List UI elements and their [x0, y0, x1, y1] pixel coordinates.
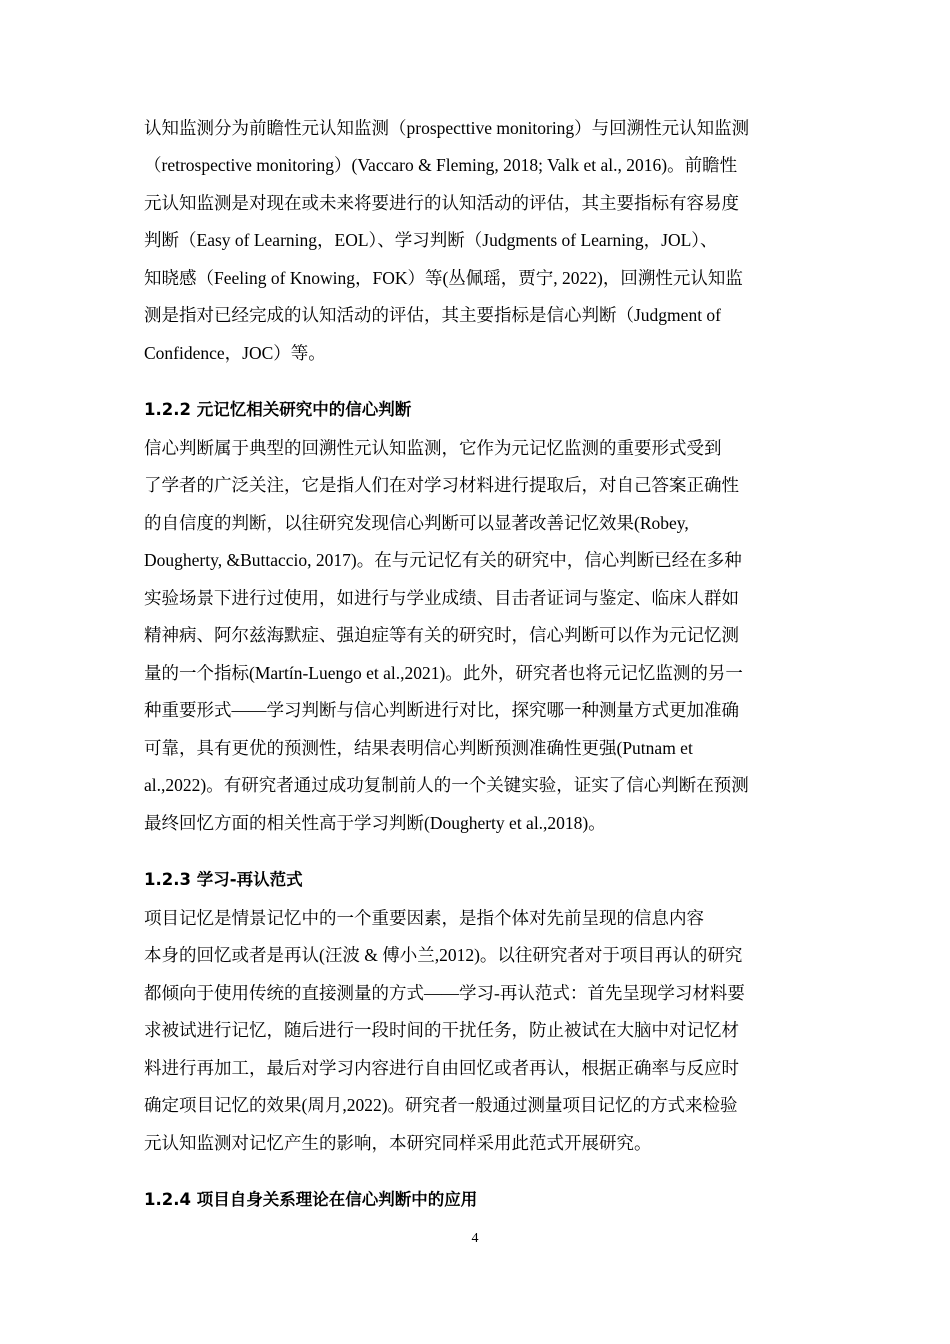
text-line: 测是指对已经完成的认知活动的评估，其主要指标是信心判断（Judgment of: [144, 305, 722, 325]
text-line: 的自信度的判断，以往研究发现信心判断可以显著改善记忆效果(Robey,: [144, 513, 689, 533]
text-line: Confidence，JOC）等。: [144, 343, 326, 363]
text-line: 都倾向于使用传统的直接测量的方式——学习-再认范式：首先呈现学习材料要: [144, 983, 745, 1003]
text-line: 确定项目记忆的效果(周月,2022)。研究者一般通过测量项目记忆的方式来检验: [144, 1095, 738, 1115]
text-line: al.,2022)。有研究者通过成功复制前人的一个关键实验，证实了信心判断在预测: [144, 775, 749, 795]
text-line: 量的一个指标(Martín-Luengo et al.,2021)。此外，研究者也将元记忆监测的另一: [144, 663, 743, 683]
section-heading-1-2-2: 1.2.2 元记忆相关研究中的信心判断: [144, 400, 412, 419]
text-line: 元认知监测是对现在或未来将要进行的认知活动的评估，其主要指标有容易度: [144, 193, 739, 213]
text-line: 元认知监测对记忆产生的影响，本研究同样采用此范式开展研究。: [144, 1133, 652, 1153]
section-heading-1-2-4: 1.2.4 项目自身关系理论在信心判断中的应用: [144, 1190, 478, 1209]
text-line: 精神病、阿尔兹海默症、强迫症等有关的研究时，信心判断可以作为元记忆测: [144, 625, 739, 645]
text-line: 料进行再加工，最后对学习内容进行自由回忆或者再认，根据正确率与反应时: [144, 1058, 739, 1078]
text-line: 项目记忆是情景记忆中的一个重要因素，是指个体对先前呈现的信息内容: [144, 908, 704, 928]
text-line: 了学者的广泛关注，它是指人们在对学习材料进行提取后，对自己答案正确性: [144, 475, 739, 495]
text-line: 本身的回忆或者是再认(汪波 & 傅小兰,2012)。以往研究者对于项目再认的研究: [144, 945, 743, 965]
text-line: 信心判断属于典型的回溯性元认知监测，它作为元记忆监测的重要形式受到: [144, 438, 722, 458]
text-line: Dougherty, &Buttaccio, 2017)。在与元记忆有关的研究中，信心判断已经在多种: [144, 550, 742, 570]
text-line: 实验场景下进行过使用，如进行与学业成绩、目击者证词与鉴定、临床人群如: [144, 588, 739, 608]
text-line: 求被试进行记忆，随后进行一段时间的干扰任务，防止被试在大脑中对记忆材: [144, 1020, 739, 1040]
text-line: 知晓感（Feeling of Knowing，FOK）等(丛佩瑶，贾宁, 2022)，回溯性元认知监: [144, 268, 743, 288]
section-heading-1-2-3: 1.2.3 学习-再认范式: [144, 870, 303, 889]
page-number: 4: [471, 1231, 479, 1246]
text-line: 种重要形式——学习判断与信心判断进行对比，探究哪一种测量方式更加准确: [144, 700, 739, 720]
text-line: （retrospective monitoring）(Vaccaro & Fleming, 2018; Valk et al., 2016)。前瞻性: [144, 155, 738, 175]
text-line: 判断（Easy of Learning，EOL）、学习判断（Judgments of Learning，JOL）、: [144, 230, 718, 250]
text-line: 可靠，具有更优的预测性，结果表明信心判断预测准确性更强(Putnam et: [144, 738, 693, 758]
text-line: 最终回忆方面的相关性高于学习判断(Dougherty et al.,2018)。: [144, 813, 606, 833]
text-line: 认知监测分为前瞻性元认知监测（prospecttive monitoring）与回溯性元认知监测: [144, 118, 750, 138]
